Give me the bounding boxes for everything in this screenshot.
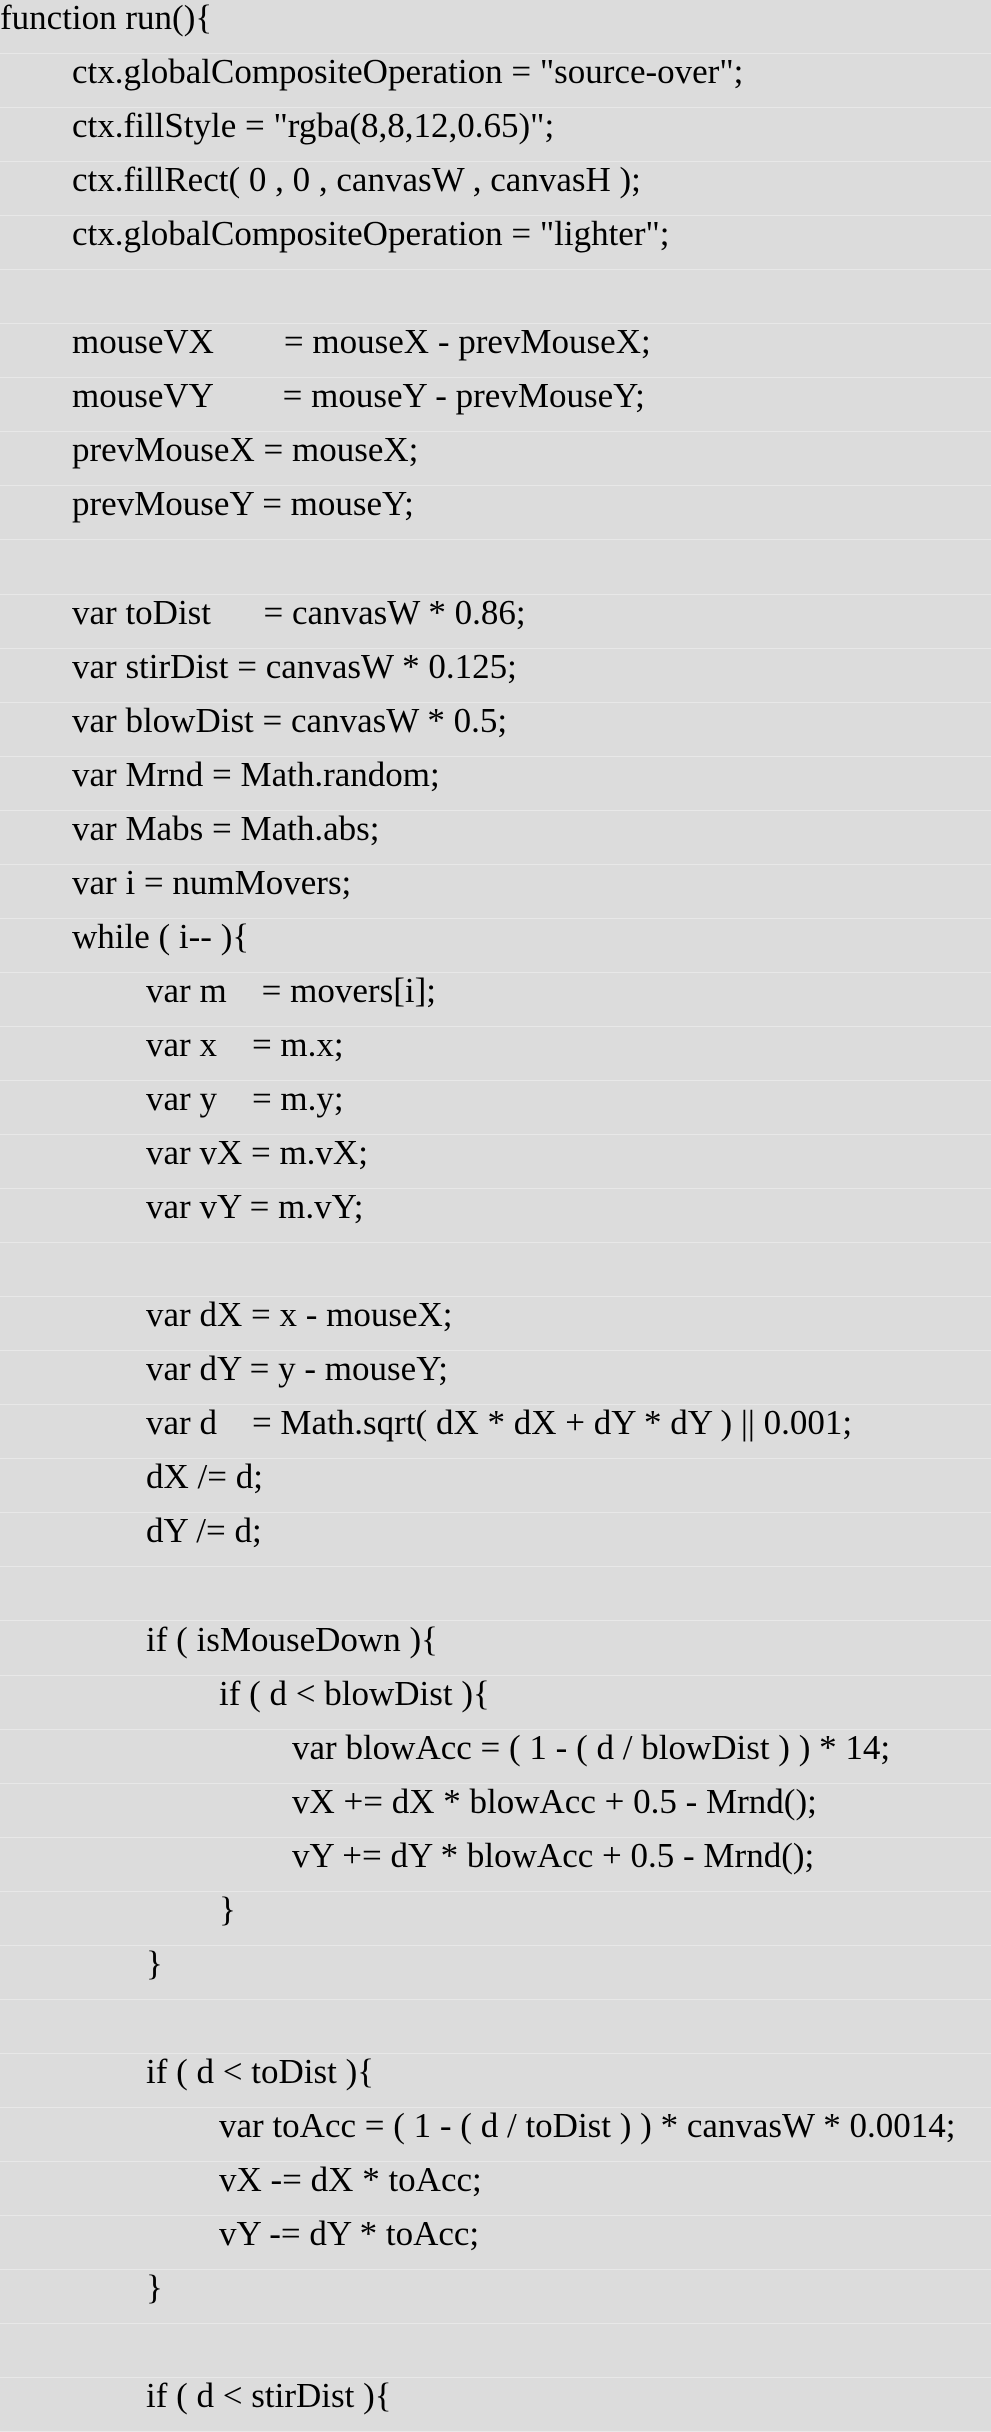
code-line <box>0 1081 991 1135</box>
code-line-text: if ( d < stirDist ){ <box>146 2376 392 2416</box>
code-line <box>0 1297 991 1351</box>
code-line-text: var dY = y - mouseY; <box>146 1349 448 1389</box>
code-line-text: while ( i-- ){ <box>72 916 250 956</box>
code-line <box>0 2000 991 2054</box>
code-line-text: dX /= d; <box>146 1457 263 1497</box>
code-line <box>0 1727 991 1784</box>
code-line <box>0 1619 991 1676</box>
code-line-text: mouseVX = mouseX - prevMouseX; <box>72 322 651 362</box>
code-line <box>0 1835 991 1892</box>
code-line <box>0 1673 991 1730</box>
code-line <box>0 162 991 216</box>
code-line <box>0 486 991 540</box>
code-line-text: function run(){ <box>0 0 213 37</box>
code-line-text: vY += dY * blowAcc + 0.5 - Mrnd(); <box>292 1835 815 1875</box>
code-line <box>0 1459 991 1513</box>
code-line-text: var i = numMovers; <box>72 862 352 902</box>
code-line <box>0 862 991 919</box>
code-line <box>0 2324 991 2378</box>
code-line-text: var m = movers[i]; <box>146 970 436 1010</box>
code-line-text: var vX = m.vX; <box>146 1133 368 1173</box>
code-line-text: ctx.globalCompositeOperation = "lighter"; <box>72 214 670 254</box>
code-line <box>0 0 991 54</box>
code-line-text: ctx.globalCompositeOperation = "source-over"; <box>72 52 744 92</box>
code-line-text: } <box>219 1889 236 1929</box>
code-line <box>0 1513 991 1567</box>
code-line-text: ctx.fillStyle = "rgba(8,8,12,0.65)"; <box>72 106 555 146</box>
code-line-text: prevMouseX = mouseX; <box>72 430 419 470</box>
code-line <box>0 1567 991 1621</box>
code-line <box>0 754 991 811</box>
code-line <box>0 592 991 649</box>
code-line <box>0 1889 991 1946</box>
code-line <box>0 916 991 973</box>
code-line <box>0 1351 991 1405</box>
code-line <box>0 1243 991 1297</box>
code-line-text: var d = Math.sqrt( dX * dX + dY * dY ) || 0.001; <box>146 1403 853 1443</box>
code-line-text: prevMouseY = mouseY; <box>72 484 414 524</box>
code-line-text: var blowAcc = ( 1 - ( d / blowDist ) ) * 14; <box>292 1727 891 1767</box>
code-line-text: var y = m.y; <box>146 1079 344 1118</box>
code-line <box>0 324 991 378</box>
code-line-text: if ( isMouseDown ){ <box>146 1619 438 1659</box>
code-line-text: var toAcc = ( 1 - ( d / toDist ) ) * canvasW * 0.0014; <box>219 2105 956 2145</box>
code-line <box>0 1405 991 1459</box>
code-line <box>0 2216 991 2270</box>
code-line <box>0 1781 991 1838</box>
code-line <box>0 1135 991 1189</box>
code-line-text: var toDist = canvasW * 0.86; <box>72 592 526 632</box>
code-line-text: dY /= d; <box>146 1511 262 1551</box>
code-line-text: var stirDist = canvasW * 0.125; <box>72 646 517 686</box>
code-line-text: ctx.fillRect( 0 , 0 , canvasW , canvasH ); <box>72 160 641 200</box>
code-line-text: var Mrnd = Math.random; <box>72 754 440 794</box>
code-line-text: if ( d < blowDist ){ <box>219 1673 490 1713</box>
code-line <box>0 432 991 486</box>
code-line-text: } <box>146 1943 163 1983</box>
code-line-text: var dX = x - mouseX; <box>146 1295 453 1335</box>
code-line <box>0 646 991 703</box>
code-line-text: vY -= dY * toAcc; <box>219 2214 480 2254</box>
code-line-text: var vY = m.vY; <box>146 1187 364 1227</box>
code-line-text: vX -= dX * toAcc; <box>219 2160 482 2199</box>
code-line-text: var Mabs = Math.abs; <box>72 808 380 848</box>
code-line-text: vX += dX * blowAcc + 0.5 - Mrnd(); <box>292 1781 817 1821</box>
code-line <box>0 108 991 162</box>
code-line <box>0 2051 991 2108</box>
code-line <box>0 1189 991 1243</box>
code-line <box>0 700 991 757</box>
code-line <box>0 541 991 595</box>
code-line <box>0 2162 991 2216</box>
code-line <box>0 2270 991 2324</box>
code-line-text: var blowDist = canvasW * 0.5; <box>72 700 508 740</box>
code-line <box>0 2378 991 2432</box>
code-line-text: if ( d < toDist ){ <box>146 2051 375 2091</box>
code-line <box>0 1943 991 2000</box>
code-line <box>0 378 991 432</box>
code-line-text: var x = m.x; <box>146 1024 344 1064</box>
code-line <box>0 54 991 108</box>
code-line-text: } <box>146 2268 163 2308</box>
code-line <box>0 216 991 270</box>
code-line <box>0 970 991 1027</box>
code-line <box>0 808 991 865</box>
code-line <box>0 1024 991 1081</box>
code-line <box>0 270 991 324</box>
code-line-text: mouseVY = mouseY - prevMouseY; <box>72 376 645 416</box>
code-line <box>0 2105 991 2162</box>
